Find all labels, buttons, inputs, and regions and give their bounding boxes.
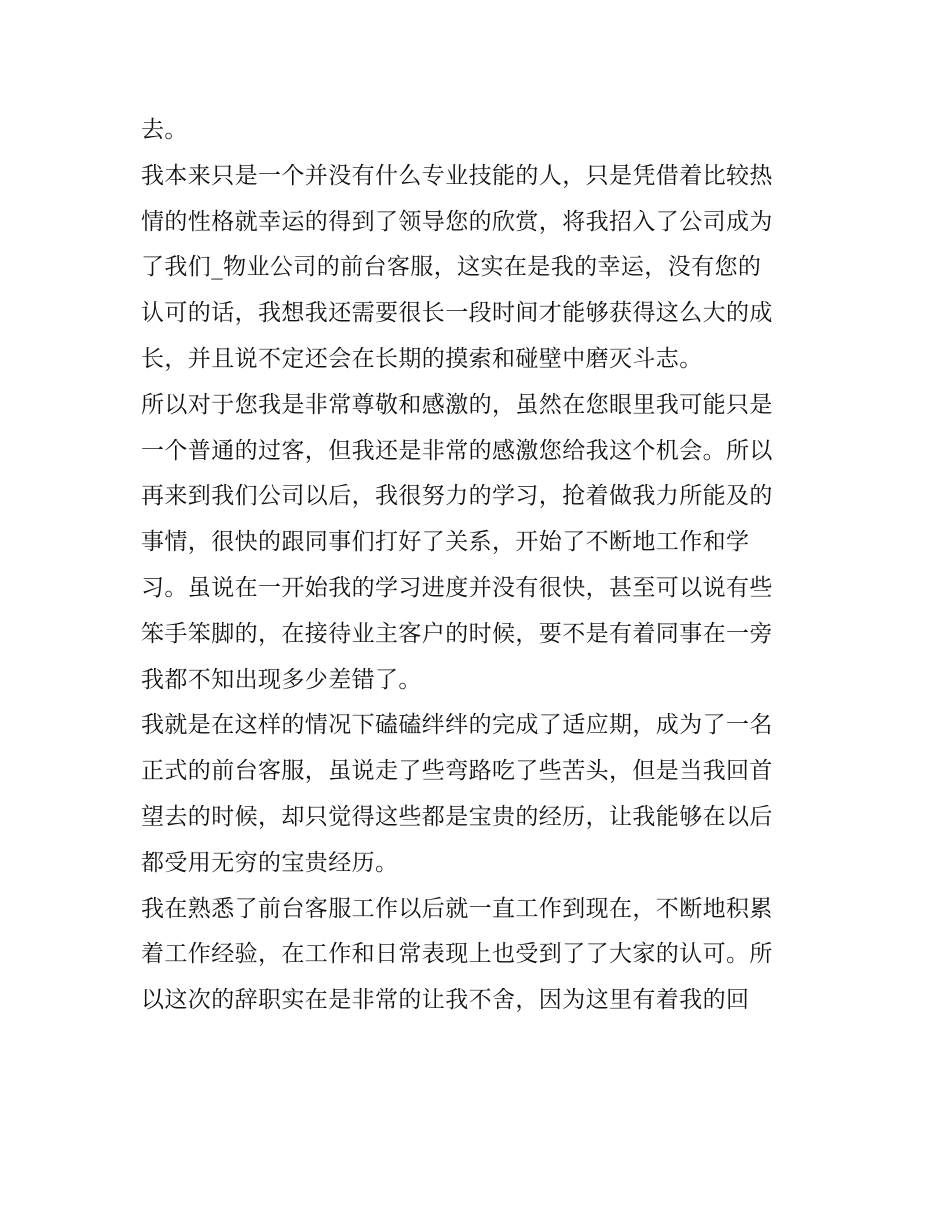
text-line: 认可的话，我想我还需要很长一段时间才能够获得这么大的成 [141, 300, 773, 327]
text-line: 我就是在这样的情况下磕磕绊绊的完成了适应期，成为了一名 [141, 712, 773, 739]
text-line: 我都不知出现多少差错了。 [141, 666, 422, 693]
text-line: 长，并且说不定还会在长期的摸索和碰壁中磨灭斗志。 [141, 345, 703, 372]
text-line: 习。虽说在一开始我的学习进度并没有很快，甚至可以说有些 [141, 574, 773, 601]
text-line: 所以对于您我是非常尊敬和感激的，虽然在您眼里我可能只是 [141, 391, 773, 418]
text-line: 我本来只是一个并没有什么专业技能的人，只是凭借着比较热 [141, 162, 773, 189]
body-text [141, 108, 821, 1024]
text-line: 了我们_物业公司的前台客服，这实在是我的幸运，没有您的 [141, 254, 762, 281]
text-line: 以这次的辞职实在是非常的让我不舍，因为这里有着我的回 [141, 987, 750, 1014]
text-line: 都受用无穷的宝贵经历。 [141, 849, 399, 876]
text-line: 再来到我们公司以后，我很努力的学习，抢着做我力所能及的 [141, 483, 773, 510]
text-line: 事情，很快的跟同事们打好了关系，开始了不断地工作和学 [141, 529, 750, 556]
text-line: 笨手笨脚的，在接待业主客户的时候，要不是有着同事在一旁 [141, 620, 773, 647]
text-line: 一个普通的过客，但我还是非常的感激您给我这个机会。所以 [141, 437, 773, 464]
text-line: 我在熟悉了前台客服工作以后就一直工作到现在，不断地积累 [141, 895, 773, 922]
text-line: 去。 [141, 117, 188, 143]
text-line: 情的性格就幸运的得到了领导您的欣赏，将我招入了公司成为 [141, 208, 773, 235]
text-line: 正式的前台客服，虽说走了些弯路吃了些苦头，但是当我回首 [141, 758, 773, 785]
text-line: 着工作经验，在工作和日常表现上也受到了了大家的认可。所 [141, 941, 773, 968]
text-line: 望去的时候，却只觉得这些都是宝贵的经历，让我能够在以后 [141, 803, 773, 830]
